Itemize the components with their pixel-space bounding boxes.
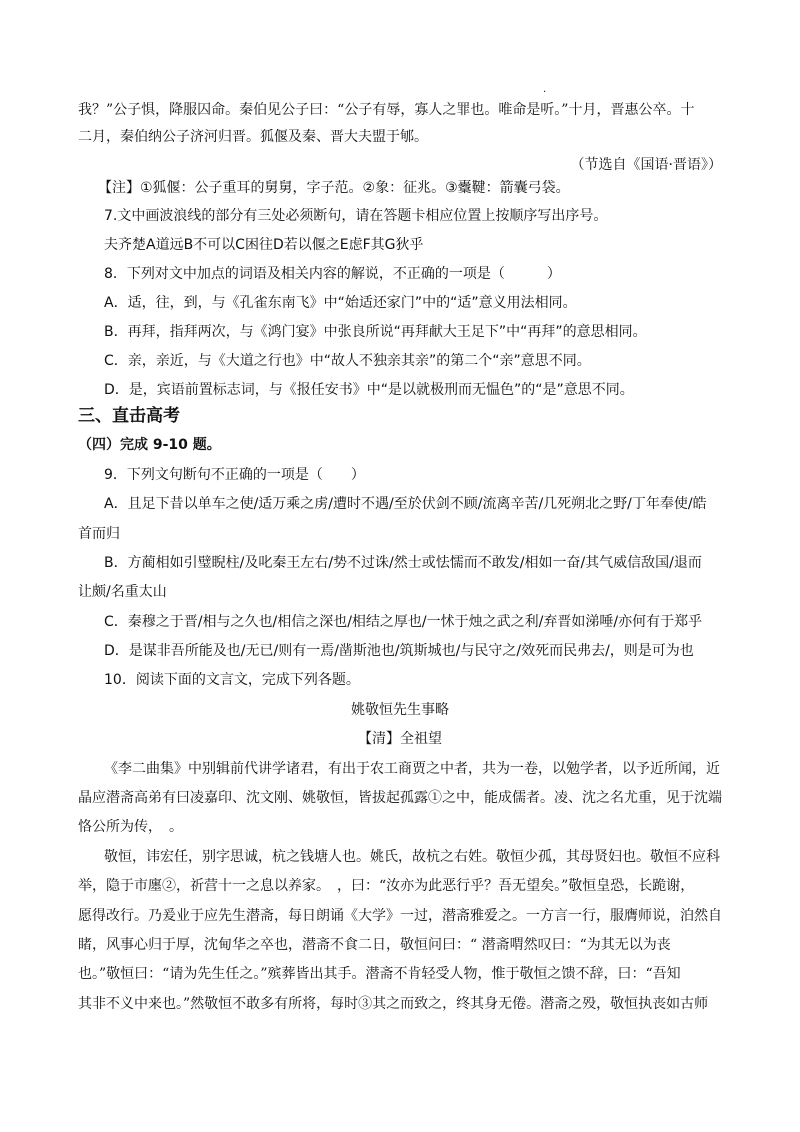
question-8-stem: 8．下列对文中加点的词语及相关内容的解说，不正确的一项是（ ） bbox=[104, 266, 561, 282]
question-10-stem: 10．阅读下面的文言文，完成下列各题。 bbox=[104, 672, 360, 688]
question-8-option-b: B．再拜，指拜两次，与《鸿门宴》中张良所说“再拜献大王足下”中“再拜”的意思相同。 bbox=[104, 324, 647, 340]
article-paragraph-2-line-1: 敬恒，讳宏任，别字思诚，杭之钱塘人也。姚氏，故杭之右姓。敬恒少孤，其母贤妇也。敬恒不应科 bbox=[104, 849, 720, 865]
question-9-option-a-line1: A．且足下昔以单车之使/适万乘之虏/遭时不遇/至於伏剑不顾/流离辛苦/几死朔北之野/丁年奉使/皓 bbox=[104, 496, 707, 512]
question-8-option-d: D．是，宾语前置标志词，与《报任安书》中“是以就极刑而无愠色”的“是”意思不同。 bbox=[104, 382, 634, 398]
passage1-source: （节选自《国语·晋语》） bbox=[570, 157, 722, 173]
article-paragraph-2-line-4: 睹，风事心归于厚，沈甸华之卒也，潜斋不食二日，敬恒问曰：“ 潜斋喟然叹曰：“为其无以为丧 bbox=[78, 937, 671, 953]
question-8-option-c: C．亲，亲近，与《大道之行也》中“故人不独亲其亲”的第二个“亲”意思不同。 bbox=[104, 353, 591, 369]
passage1-line1: 我？”公子惧，降服囚命。秦伯见公子曰：“公子有辱，寡人之罪也。唯命是听。”十月，晋惠公卒。十 bbox=[78, 102, 695, 118]
question-9-option-a-line2: 首而归 bbox=[78, 526, 120, 542]
question-7-stem: 7.文中画波浪线的部分有三处必须断句，请在答题卡相应位置上按顺序写出序号。 bbox=[104, 208, 608, 224]
question-9-option-b-line2: 让颇/名重太山 bbox=[78, 584, 167, 600]
section-3-heading: 三、直击高考 bbox=[78, 406, 180, 426]
article-title: 姚敬恒先生事略 bbox=[351, 702, 449, 718]
article-author: 【清】全祖望 bbox=[358, 731, 442, 747]
question-9-option-d: D．是谋非吾所能及也/无已/则有一焉/凿斯池也/筑斯城也/与民守之/效死而民弗去/，则是可为也 bbox=[104, 643, 694, 659]
emphasis-dot-mark: · bbox=[543, 87, 547, 98]
article-paragraph-1-line-1: 《李二曲集》中别辑前代讲学诸君，有出于农工商贾之中者，共为一卷，以勉学者，以予近所闻，近 bbox=[104, 761, 720, 777]
passage1-note: 【注】①狐偃：公子重耳的舅舅，字子范。②象：征兆。③櫜鞬：箭囊弓袋。 bbox=[98, 180, 570, 196]
passage1-line2: 二月，秦伯纳公子济河归晋。狐偃及秦、晋大夫盟于郇。 bbox=[78, 129, 428, 145]
question-9-option-c: C．秦穆之于晋/相与之久也/相信之深也/相结之厚也/一怵于烛之武之利/弃晋如涕唾/亦何有于郑乎 bbox=[104, 614, 703, 630]
article-paragraph-2-line-3: 愿得改行。乃爰业于应先生潜斋，每日朗诵《大学》一过，潜斋雅爱之。一方言一行，服膺师说，泊然自 bbox=[78, 908, 722, 924]
section-4-subheading: （四）完成 9-10 题。 bbox=[78, 437, 221, 453]
question-7-text: 夫齐楚A道远B不可以C困往D若以偃之E虑F其G狄乎 bbox=[104, 237, 424, 253]
question-9-option-b-line1: B．方蔺相如引璧睨柱/及叱秦王左右/势不过诛/然士或怯懦而不敢发/相如一奋/其气威信敌国/退而 bbox=[104, 555, 702, 571]
article-paragraph-1-line-3: 恪公所为传， 。 bbox=[78, 819, 183, 835]
article-paragraph-2-line-5: 也。”敬恒曰：“请为先生任之。”殡葬皆出其手。潜斋不肯轻受人物，惟于敬恒之馈不辞，曰：“吾知 bbox=[78, 966, 681, 982]
article-paragraph-2-line-2: 举，隐于市廛②，祈营十一之息以养家。 ，曰：“汝亦为此恶行乎？吾无望矣。”敬恒皇恐，长跪谢， bbox=[78, 878, 695, 894]
article-paragraph-2-line-6: 其非不义中来也。”然敬恒不敢多有所将，每时③其之而致之，终其身无倦。潜斋之殁，敬恒执丧如古师 bbox=[78, 996, 709, 1012]
article-paragraph-1-line-2: 晶应潜斋高弟有曰凌嘉印、沈文刚、姚敬恒，皆拔起孤露①之中，能成儒者。凌、沈之名尤重，见于沈端 bbox=[78, 790, 722, 806]
question-9-stem: 9．下列文句断句不正确的一项是（ ） bbox=[104, 467, 365, 483]
question-8-option-a: A．适，往，到，与《孔雀东南飞》中“始适还家门”中的“适”意义用法相同。 bbox=[104, 295, 577, 311]
